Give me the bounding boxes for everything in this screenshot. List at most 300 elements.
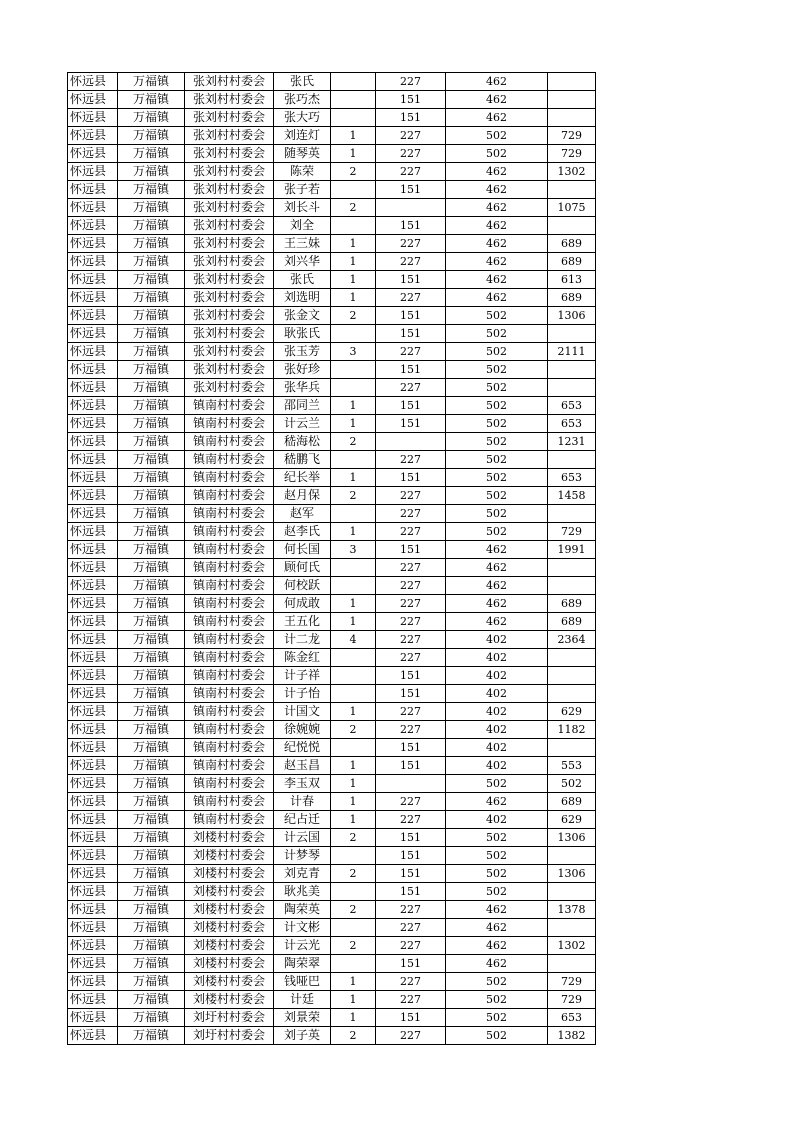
town-cell: 万福镇: [118, 811, 185, 829]
name-cell: 李玉双: [274, 775, 331, 793]
county-cell: 怀远县: [68, 73, 118, 91]
count-cell: 1: [331, 397, 376, 415]
amount-b-cell: 462: [446, 271, 548, 289]
name-cell: 张氏: [274, 73, 331, 91]
town-cell: 万福镇: [118, 955, 185, 973]
total-cell: 653: [548, 397, 596, 415]
table-row: [68, 793, 596, 811]
town-cell: 万福镇: [118, 379, 185, 397]
name-cell: 张好珍: [274, 361, 331, 379]
amount-a-cell: 227: [376, 379, 446, 397]
total-cell: 729: [548, 973, 596, 991]
village-committee-cell: 镇南村村委会: [185, 415, 274, 433]
village-committee-cell: 张刘村村委会: [185, 109, 274, 127]
town-cell: 万福镇: [118, 433, 185, 451]
amount-b-cell: 502: [446, 397, 548, 415]
village-committee-cell: 镇南村村委会: [185, 667, 274, 685]
total-cell: 1231: [548, 433, 596, 451]
amount-b-cell: 462: [446, 217, 548, 235]
total-cell: 1302: [548, 163, 596, 181]
total-cell: 1075: [548, 199, 596, 217]
county-cell: 怀远县: [68, 739, 118, 757]
county-cell: 怀远县: [68, 289, 118, 307]
town-cell: 万福镇: [118, 415, 185, 433]
total-cell: 629: [548, 703, 596, 721]
amount-b-cell: 402: [446, 667, 548, 685]
name-cell: 计梦琴: [274, 847, 331, 865]
count-cell: 1: [331, 415, 376, 433]
village-committee-cell: 张刘村村委会: [185, 163, 274, 181]
total-cell: [548, 883, 596, 901]
amount-b-cell: 462: [446, 613, 548, 631]
county-cell: 怀远县: [68, 865, 118, 883]
village-committee-cell: 刘楼村村委会: [185, 919, 274, 937]
town-cell: 万福镇: [118, 829, 185, 847]
amount-a-cell: [376, 433, 446, 451]
name-cell: 张大巧: [274, 109, 331, 127]
total-cell: 729: [548, 127, 596, 145]
amount-b-cell: 462: [446, 937, 548, 955]
amount-a-cell: 151: [376, 739, 446, 757]
town-cell: 万福镇: [118, 127, 185, 145]
total-cell: 653: [548, 469, 596, 487]
amount-a-cell: 151: [376, 397, 446, 415]
amount-a-cell: 227: [376, 919, 446, 937]
total-cell: [548, 577, 596, 595]
town-cell: 万福镇: [118, 469, 185, 487]
amount-b-cell: 502: [446, 865, 548, 883]
amount-a-cell: 227: [376, 559, 446, 577]
county-cell: 怀远县: [68, 811, 118, 829]
village-committee-cell: 镇南村村委会: [185, 433, 274, 451]
amount-a-cell: 151: [376, 469, 446, 487]
table-row: [68, 433, 596, 451]
county-cell: 怀远县: [68, 793, 118, 811]
total-cell: [548, 649, 596, 667]
name-cell: 计云国: [274, 829, 331, 847]
amount-a-cell: 151: [376, 685, 446, 703]
amount-a-cell: 227: [376, 631, 446, 649]
count-cell: [331, 217, 376, 235]
village-committee-cell: 刘楼村村委会: [185, 847, 274, 865]
village-committee-cell: 张刘村村委会: [185, 343, 274, 361]
total-cell: 629: [548, 811, 596, 829]
county-cell: 怀远县: [68, 379, 118, 397]
village-committee-cell: 镇南村村委会: [185, 595, 274, 613]
amount-b-cell: 502: [446, 469, 548, 487]
county-cell: 怀远县: [68, 595, 118, 613]
amount-b-cell: 502: [446, 847, 548, 865]
count-cell: 1: [331, 469, 376, 487]
town-cell: 万福镇: [118, 163, 185, 181]
town-cell: 万福镇: [118, 685, 185, 703]
village-committee-cell: 镇南村村委会: [185, 469, 274, 487]
village-committee-cell: 刘楼村村委会: [185, 883, 274, 901]
total-cell: [548, 847, 596, 865]
table-row: [68, 379, 596, 397]
total-cell: 689: [548, 235, 596, 253]
table-row: [68, 487, 596, 505]
total-cell: 729: [548, 991, 596, 1009]
count-cell: [331, 685, 376, 703]
amount-b-cell: 502: [446, 415, 548, 433]
table-row: [68, 757, 596, 775]
total-cell: 1182: [548, 721, 596, 739]
town-cell: 万福镇: [118, 523, 185, 541]
total-cell: 653: [548, 415, 596, 433]
count-cell: 1: [331, 1009, 376, 1027]
count-cell: [331, 739, 376, 757]
total-cell: [548, 91, 596, 109]
total-cell: 689: [548, 253, 596, 271]
count-cell: [331, 109, 376, 127]
village-committee-cell: 张刘村村委会: [185, 199, 274, 217]
name-cell: 随琴英: [274, 145, 331, 163]
amount-b-cell: 502: [446, 1009, 548, 1027]
village-committee-cell: 镇南村村委会: [185, 541, 274, 559]
town-cell: 万福镇: [118, 235, 185, 253]
town-cell: 万福镇: [118, 253, 185, 271]
town-cell: 万福镇: [118, 199, 185, 217]
count-cell: 2: [331, 433, 376, 451]
amount-a-cell: 227: [376, 505, 446, 523]
county-cell: 怀远县: [68, 757, 118, 775]
count-cell: [331, 451, 376, 469]
town-cell: 万福镇: [118, 343, 185, 361]
amount-b-cell: 462: [446, 541, 548, 559]
county-cell: 怀远县: [68, 397, 118, 415]
village-committee-cell: 张刘村村委会: [185, 379, 274, 397]
table-row: [68, 415, 596, 433]
town-cell: 万福镇: [118, 271, 185, 289]
total-cell: [548, 217, 596, 235]
town-cell: 万福镇: [118, 973, 185, 991]
count-cell: 1: [331, 595, 376, 613]
county-cell: 怀远县: [68, 181, 118, 199]
amount-b-cell: 462: [446, 91, 548, 109]
count-cell: [331, 883, 376, 901]
amount-b-cell: 402: [446, 757, 548, 775]
county-cell: 怀远县: [68, 541, 118, 559]
table-row: [68, 721, 596, 739]
amount-b-cell: 502: [446, 991, 548, 1009]
table-row: [68, 577, 596, 595]
amount-b-cell: 502: [446, 379, 548, 397]
name-cell: 陶荣英: [274, 901, 331, 919]
amount-a-cell: 227: [376, 127, 446, 145]
town-cell: 万福镇: [118, 667, 185, 685]
amount-a-cell: 227: [376, 991, 446, 1009]
count-cell: 2: [331, 937, 376, 955]
table-row: [68, 1027, 596, 1045]
count-cell: 1: [331, 757, 376, 775]
count-cell: 1: [331, 613, 376, 631]
total-cell: 1306: [548, 865, 596, 883]
town-cell: 万福镇: [118, 793, 185, 811]
town-cell: 万福镇: [118, 559, 185, 577]
amount-a-cell: [376, 199, 446, 217]
name-cell: 纪悦悦: [274, 739, 331, 757]
amount-b-cell: 502: [446, 361, 548, 379]
amount-b-cell: 502: [446, 775, 548, 793]
village-committee-cell: 张刘村村委会: [185, 127, 274, 145]
village-committee-cell: 镇南村村委会: [185, 523, 274, 541]
total-cell: [548, 109, 596, 127]
total-cell: 1306: [548, 829, 596, 847]
count-cell: [331, 325, 376, 343]
county-cell: 怀远县: [68, 523, 118, 541]
village-committee-cell: 镇南村村委会: [185, 793, 274, 811]
name-cell: 刘子英: [274, 1027, 331, 1045]
amount-a-cell: 151: [376, 415, 446, 433]
amount-b-cell: 462: [446, 289, 548, 307]
town-cell: 万福镇: [118, 901, 185, 919]
name-cell: 纪长举: [274, 469, 331, 487]
table-row: [68, 649, 596, 667]
village-committee-cell: 镇南村村委会: [185, 757, 274, 775]
county-cell: 怀远县: [68, 973, 118, 991]
name-cell: 张氏: [274, 271, 331, 289]
village-committee-cell: 刘楼村村委会: [185, 991, 274, 1009]
village-committee-cell: 镇南村村委会: [185, 721, 274, 739]
total-cell: 689: [548, 595, 596, 613]
county-cell: 怀远县: [68, 217, 118, 235]
town-cell: 万福镇: [118, 847, 185, 865]
count-cell: 1: [331, 793, 376, 811]
total-cell: 689: [548, 793, 596, 811]
count-cell: 3: [331, 343, 376, 361]
table-row: [68, 289, 596, 307]
village-committee-cell: 镇南村村委会: [185, 811, 274, 829]
total-cell: 553: [548, 757, 596, 775]
total-cell: [548, 325, 596, 343]
total-cell: [548, 919, 596, 937]
total-cell: [548, 505, 596, 523]
amount-b-cell: 462: [446, 73, 548, 91]
name-cell: 陶荣翠: [274, 955, 331, 973]
village-committee-cell: 刘圩村村委会: [185, 1009, 274, 1027]
town-cell: 万福镇: [118, 865, 185, 883]
town-cell: 万福镇: [118, 775, 185, 793]
village-committee-cell: 镇南村村委会: [185, 559, 274, 577]
town-cell: 万福镇: [118, 1009, 185, 1027]
table-row: [68, 559, 596, 577]
town-cell: 万福镇: [118, 937, 185, 955]
table-row: [68, 865, 596, 883]
town-cell: 万福镇: [118, 739, 185, 757]
town-cell: 万福镇: [118, 919, 185, 937]
total-cell: 729: [548, 523, 596, 541]
table-row: [68, 685, 596, 703]
county-cell: 怀远县: [68, 667, 118, 685]
amount-a-cell: 151: [376, 865, 446, 883]
count-cell: 2: [331, 307, 376, 325]
village-committee-cell: 镇南村村委会: [185, 649, 274, 667]
village-committee-cell: 刘楼村村委会: [185, 937, 274, 955]
amount-a-cell: 227: [376, 523, 446, 541]
name-cell: 刘克青: [274, 865, 331, 883]
village-committee-cell: 镇南村村委会: [185, 613, 274, 631]
table-row: [68, 613, 596, 631]
name-cell: 赵军: [274, 505, 331, 523]
name-cell: 陈金红: [274, 649, 331, 667]
amount-a-cell: 227: [376, 451, 446, 469]
count-cell: [331, 559, 376, 577]
county-cell: 怀远县: [68, 487, 118, 505]
table-row: [68, 127, 596, 145]
amount-b-cell: 502: [446, 829, 548, 847]
name-cell: 何长国: [274, 541, 331, 559]
amount-b-cell: 462: [446, 901, 548, 919]
table-row: [68, 775, 596, 793]
county-cell: 怀远县: [68, 649, 118, 667]
town-cell: 万福镇: [118, 451, 185, 469]
amount-a-cell: 227: [376, 343, 446, 361]
count-cell: 2: [331, 1027, 376, 1045]
village-committee-cell: 张刘村村委会: [185, 145, 274, 163]
village-committee-cell: 张刘村村委会: [185, 181, 274, 199]
total-cell: [548, 379, 596, 397]
table-row: [68, 919, 596, 937]
amount-a-cell: 227: [376, 487, 446, 505]
count-cell: 1: [331, 811, 376, 829]
name-cell: 刘长斗: [274, 199, 331, 217]
village-committee-cell: 刘楼村村委会: [185, 973, 274, 991]
total-cell: [548, 559, 596, 577]
town-cell: 万福镇: [118, 883, 185, 901]
village-committee-cell: 刘楼村村委会: [185, 901, 274, 919]
amount-a-cell: 151: [376, 307, 446, 325]
county-cell: 怀远县: [68, 1027, 118, 1045]
county-cell: 怀远县: [68, 469, 118, 487]
village-committee-cell: 张刘村村委会: [185, 361, 274, 379]
total-cell: 729: [548, 145, 596, 163]
town-cell: 万福镇: [118, 505, 185, 523]
total-cell: 502: [548, 775, 596, 793]
count-cell: [331, 919, 376, 937]
county-cell: 怀远县: [68, 343, 118, 361]
table-row: [68, 739, 596, 757]
village-committee-cell: 刘楼村村委会: [185, 865, 274, 883]
village-committee-cell: 镇南村村委会: [185, 451, 274, 469]
table-row: [68, 541, 596, 559]
count-cell: 1: [331, 145, 376, 163]
town-cell: 万福镇: [118, 991, 185, 1009]
amount-b-cell: 462: [446, 199, 548, 217]
county-cell: 怀远县: [68, 991, 118, 1009]
amount-b-cell: 502: [446, 1027, 548, 1045]
table-row: [68, 163, 596, 181]
count-cell: [331, 73, 376, 91]
town-cell: 万福镇: [118, 361, 185, 379]
count-cell: [331, 955, 376, 973]
county-cell: 怀远县: [68, 1009, 118, 1027]
count-cell: 1: [331, 991, 376, 1009]
town-cell: 万福镇: [118, 595, 185, 613]
name-cell: 计文彬: [274, 919, 331, 937]
count-cell: [331, 379, 376, 397]
town-cell: 万福镇: [118, 145, 185, 163]
county-cell: 怀远县: [68, 253, 118, 271]
town-cell: 万福镇: [118, 325, 185, 343]
amount-a-cell: 151: [376, 955, 446, 973]
amount-a-cell: 151: [376, 829, 446, 847]
name-cell: 张玉芳: [274, 343, 331, 361]
count-cell: 2: [331, 865, 376, 883]
name-cell: 计云兰: [274, 415, 331, 433]
total-cell: [548, 955, 596, 973]
village-committee-cell: 镇南村村委会: [185, 631, 274, 649]
amount-b-cell: 502: [446, 145, 548, 163]
count-cell: 1: [331, 253, 376, 271]
village-committee-cell: 镇南村村委会: [185, 397, 274, 415]
total-cell: 1306: [548, 307, 596, 325]
amount-a-cell: 227: [376, 163, 446, 181]
village-committee-cell: 张刘村村委会: [185, 271, 274, 289]
county-cell: 怀远县: [68, 235, 118, 253]
count-cell: 1: [331, 289, 376, 307]
name-cell: 刘兴华: [274, 253, 331, 271]
county-cell: 怀远县: [68, 451, 118, 469]
table-row: [68, 343, 596, 361]
amount-b-cell: 402: [446, 811, 548, 829]
table-row: [68, 631, 596, 649]
town-cell: 万福镇: [118, 1027, 185, 1045]
table-row: [68, 397, 596, 415]
county-cell: 怀远县: [68, 613, 118, 631]
amount-b-cell: 502: [446, 325, 548, 343]
table-row: [68, 937, 596, 955]
amount-a-cell: 151: [376, 325, 446, 343]
town-cell: 万福镇: [118, 109, 185, 127]
amount-b-cell: 502: [446, 451, 548, 469]
amount-a-cell: 151: [376, 217, 446, 235]
name-cell: 王三妹: [274, 235, 331, 253]
total-cell: [548, 73, 596, 91]
amount-b-cell: 502: [446, 973, 548, 991]
name-cell: 赵玉昌: [274, 757, 331, 775]
county-cell: 怀远县: [68, 433, 118, 451]
county-cell: 怀远县: [68, 163, 118, 181]
county-cell: 怀远县: [68, 685, 118, 703]
amount-b-cell: 502: [446, 343, 548, 361]
county-cell: 怀远县: [68, 91, 118, 109]
town-cell: 万福镇: [118, 397, 185, 415]
count-cell: [331, 181, 376, 199]
count-cell: 1: [331, 271, 376, 289]
data-table: [67, 72, 596, 1045]
town-cell: 万福镇: [118, 649, 185, 667]
amount-a-cell: 227: [376, 937, 446, 955]
county-cell: 怀远县: [68, 721, 118, 739]
county-cell: 怀远县: [68, 559, 118, 577]
name-cell: 王五化: [274, 613, 331, 631]
amount-a-cell: 227: [376, 595, 446, 613]
name-cell: 赵李氏: [274, 523, 331, 541]
table-row: [68, 883, 596, 901]
count-cell: 1: [331, 973, 376, 991]
name-cell: 赵月保: [274, 487, 331, 505]
table-row: [68, 109, 596, 127]
table-row: [68, 505, 596, 523]
count-cell: 2: [331, 163, 376, 181]
amount-a-cell: 151: [376, 883, 446, 901]
count-cell: 1: [331, 235, 376, 253]
name-cell: 徐婉婉: [274, 721, 331, 739]
county-cell: 怀远县: [68, 271, 118, 289]
amount-a-cell: 151: [376, 757, 446, 775]
count-cell: [331, 91, 376, 109]
